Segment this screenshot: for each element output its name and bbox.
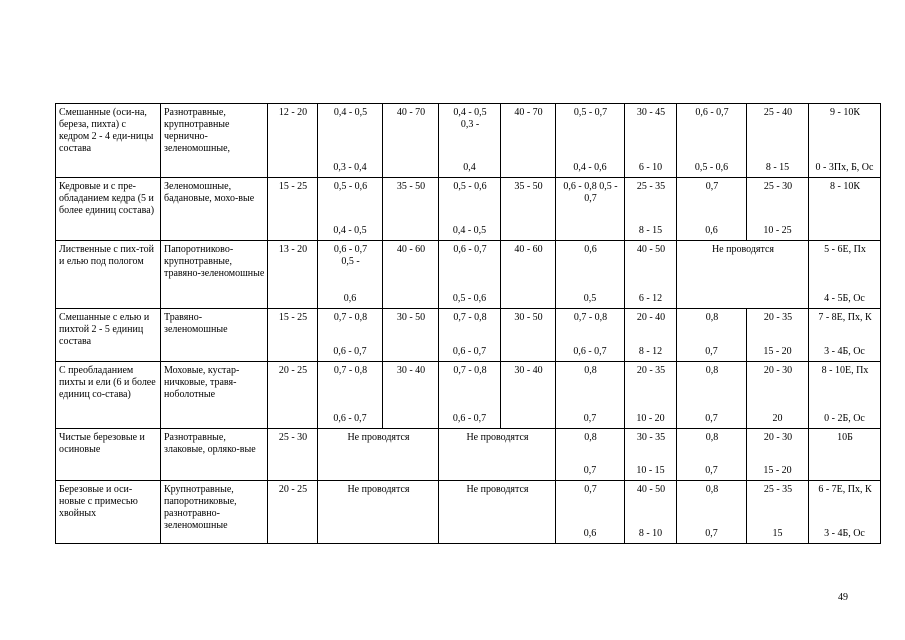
density-3-cell [556, 481, 625, 544]
density-3-cell-top: 0,8 [584, 432, 597, 443]
percent-4-cell-bottom: 15 - 20 [763, 465, 792, 476]
percent-3-cell-top: 20 - 35 [636, 365, 666, 376]
forestry-table [55, 103, 881, 544]
density-4-cell [677, 309, 747, 362]
percent-2-cell: 40 - 60 [501, 241, 556, 309]
forest-group-cell: Разнотравные, злаковые, орляко-вые [161, 429, 268, 481]
percent-3-cell-bottom: 8 - 15 [638, 225, 663, 236]
percent-4-cell [747, 481, 809, 544]
density-4-cell [677, 362, 747, 429]
percent-3-cell [625, 104, 677, 178]
composition-cell [809, 104, 881, 178]
forest-type-cell: С преобладанием пихты и ели (6 и более единиц со-става) [56, 362, 161, 429]
composition-cell [809, 241, 881, 309]
density-3-cell [556, 309, 625, 362]
density-1-cell-bottom: 0,3 - 0,4 [333, 162, 367, 173]
density-1-cell [318, 104, 383, 178]
percent-4-cell [747, 104, 809, 178]
not-performed-cell: Не проводятся [439, 429, 556, 481]
composition-cell-top: 9 - 10К [830, 107, 860, 118]
table-row [56, 362, 881, 429]
percent-4-cell-bottom: 15 - 20 [763, 346, 792, 357]
density-3-cell-top: 0,8 [584, 365, 597, 376]
density-3-cell-bottom: 0,7 [583, 465, 597, 476]
percent-3-cell-top: 25 - 35 [636, 181, 666, 192]
percent-3-cell [625, 309, 677, 362]
density-2-cell [439, 104, 501, 178]
density-4-cell [677, 429, 747, 481]
percent-4-cell-top: 25 - 35 [763, 484, 793, 495]
table-row [56, 481, 881, 544]
density-4-cell-bottom: 0,5 - 0,6 [694, 162, 729, 173]
age-range-cell: 25 - 30 [268, 429, 318, 481]
composition-cell [809, 429, 881, 481]
density-4-cell [677, 104, 747, 178]
density-2-cell-bottom: 0,6 - 0,7 [452, 346, 487, 357]
percent-4-cell-top: 20 - 30 [763, 432, 793, 443]
density-3-cell-top: 0,7 - 0,8 [573, 312, 608, 323]
percent-4-cell-top: 20 - 35 [763, 312, 793, 323]
density-3-cell-top: 0,7 [584, 484, 597, 495]
forest-group-cell: Травяно-зеленомошные [161, 309, 268, 362]
density-3-cell [556, 104, 625, 178]
percent-1-cell: 40 - 70 [383, 104, 439, 178]
forest-group-cell: Разнотравные, крупнотравные чернично-зеленомошные, [161, 104, 268, 178]
percent-3-cell [625, 429, 677, 481]
density-2-cell [439, 241, 501, 309]
forest-type-cell: Смешанные с елью и пихтой 2 - 5 единиц состава [56, 309, 161, 362]
density-1-cell-top: 0,5 - 0,6 [333, 181, 368, 192]
percent-3-cell [625, 178, 677, 241]
percent-4-cell-bottom: 15 [772, 528, 783, 539]
not-performed-cell: Не проводятся [439, 481, 556, 544]
percent-4-cell-bottom: 8 - 15 [765, 162, 790, 173]
density-1-cell-bottom: 0,6 - 0,7 [333, 346, 367, 357]
percent-4-cell-top: 25 - 40 [763, 107, 793, 118]
density-2-cell [439, 362, 501, 429]
age-range-cell: 20 - 25 [268, 481, 318, 544]
composition-cell [809, 481, 881, 544]
age-range-cell: 15 - 25 [268, 309, 318, 362]
density-3-cell [556, 429, 625, 481]
density-2-cell-top: 0,7 - 0,8 [453, 365, 487, 376]
percent-3-cell-bottom: 6 - 12 [638, 293, 663, 304]
forest-type-cell: Смешанные (оси-на, береза, пихта) с кедром 2 - 4 еди-ницы состава [56, 104, 161, 178]
density-2-cell-bottom: 0,4 - 0,5 [452, 225, 487, 236]
percent-4-cell [747, 429, 809, 481]
density-3-cell-bottom: 0,6 [583, 528, 597, 539]
percent-3-cell-top: 30 - 35 [636, 432, 666, 443]
composition-cell-top: 10Б [837, 432, 853, 443]
density-3-cell-bottom: 0,6 - 0,7 [573, 346, 607, 357]
page-number: 49 [838, 592, 848, 603]
density-2-cell-bottom: 0,6 - 0,7 [452, 413, 487, 424]
density-2-cell-bottom: 0,5 - 0,6 [452, 293, 487, 304]
density-3-cell [556, 241, 625, 309]
composition-cell [809, 309, 881, 362]
percent-4-cell-bottom: 20 [772, 413, 783, 424]
table-row [56, 241, 881, 309]
percent-1-cell: 30 - 40 [383, 362, 439, 429]
not-performed-cell: Не проводятся [318, 481, 439, 544]
age-range-cell: 12 - 20 [268, 104, 318, 178]
percent-1-cell: 30 - 50 [383, 309, 439, 362]
table-row [56, 429, 881, 481]
table-row [56, 309, 881, 362]
density-1-cell-top: 0,6 - 0,7 0,5 - [333, 244, 368, 267]
composition-cell-top: 5 - 6Е, Пх [824, 244, 866, 255]
percent-1-cell: 40 - 60 [383, 241, 439, 309]
density-4-cell-top: 0,6 - 0,7 [695, 107, 729, 118]
density-1-cell-bottom: 0,6 - 0,7 [333, 413, 367, 424]
not-performed-cell: Не проводятся [318, 429, 439, 481]
density-1-cell [318, 362, 383, 429]
table-row [56, 178, 881, 241]
density-1-cell-top: 0,7 - 0,8 [333, 365, 368, 376]
percent-2-cell: 30 - 40 [501, 362, 556, 429]
density-4-cell-top: 0,8 [705, 484, 719, 495]
composition-cell-bottom: 3 - 4Б, Ос [824, 346, 865, 357]
percent-4-cell-top: 20 - 30 [763, 365, 793, 376]
density-2-cell-top: 0,4 - 0,5 0,3 - [453, 107, 487, 130]
density-1-cell-bottom: 0,4 - 0,5 [333, 225, 367, 236]
composition-cell-bottom: 4 - 5Б, Ос [824, 293, 865, 304]
density-3-cell-bottom: 0,7 [583, 413, 597, 424]
age-range-cell: 15 - 25 [268, 178, 318, 241]
density-4-cell-top: 0,8 [705, 432, 719, 443]
not-performed-cell: Не проводятся [677, 241, 809, 309]
percent-2-cell: 30 - 50 [501, 309, 556, 362]
composition-cell [809, 178, 881, 241]
forest-group-cell: Папоротниково-крупнотравные, травяно-зеленомошные [161, 241, 268, 309]
percent-4-cell-bottom: 10 - 25 [763, 225, 792, 236]
composition-cell [809, 362, 881, 429]
percent-2-cell: 35 - 50 [501, 178, 556, 241]
density-4-cell-top: 0,7 [705, 181, 719, 192]
forest-type-cell: Кедровые и с пре-обладанием кедра (5 и более единиц состава) [56, 178, 161, 241]
density-4-cell [677, 178, 747, 241]
density-2-cell [439, 178, 501, 241]
percent-4-cell [747, 178, 809, 241]
table-row [56, 104, 881, 178]
percent-3-cell-bottom: 8 - 12 [638, 346, 663, 357]
density-4-cell-bottom: 0,7 [705, 413, 718, 424]
density-4-cell-bottom: 0,7 [705, 465, 718, 476]
density-4-cell [677, 481, 747, 544]
density-4-cell-bottom: 0,7 [705, 346, 718, 357]
percent-3-cell [625, 241, 677, 309]
percent-3-cell-top: 40 - 50 [636, 244, 666, 255]
percent-3-cell-bottom: 10 - 20 [636, 413, 665, 424]
composition-cell-bottom: 3 - 4Б, Ос [824, 528, 865, 539]
density-2-cell-bottom: 0,4 [463, 162, 476, 173]
composition-cell-top: 8 - 10К [830, 181, 860, 192]
density-3-cell-top: 0,6 [584, 244, 597, 255]
density-3-cell-bottom: 0,4 - 0,6 [573, 162, 607, 173]
composition-cell-top: 7 - 8Е, Пх, К [818, 312, 872, 323]
percent-4-cell-top: 25 - 30 [763, 181, 793, 192]
density-3-cell-top: 0,5 - 0,7 [573, 107, 608, 118]
forest-group-cell: Моховые, кустар-ничковые, травя-ноболотные [161, 362, 268, 429]
age-range-cell: 13 - 20 [268, 241, 318, 309]
density-4-cell-top: 0,8 [705, 365, 719, 376]
percent-1-cell: 35 - 50 [383, 178, 439, 241]
density-1-cell-top: 0,7 - 0,8 [333, 312, 368, 323]
density-2-cell-top: 0,6 - 0,7 [453, 244, 487, 255]
density-1-cell-bottom: 0,6 [343, 293, 357, 304]
density-1-cell [318, 178, 383, 241]
percent-3-cell-bottom: 6 - 10 [638, 162, 663, 173]
percent-3-cell-top: 20 - 40 [636, 312, 666, 323]
percent-3-cell-bottom: 10 - 15 [636, 465, 665, 476]
density-4-cell-bottom: 0,7 [705, 528, 718, 539]
percent-3-cell-bottom: 8 - 10 [638, 528, 663, 539]
percent-4-cell [747, 362, 809, 429]
composition-cell-bottom: 0 - 3Пх, Б, Ос [815, 162, 874, 173]
density-3-cell [556, 178, 625, 241]
density-3-cell-top: 0,6 - 0,8 0,5 - 0,7 [563, 181, 618, 204]
forest-group-cell: Зеленомошные, бадановые, мохо-вые [161, 178, 268, 241]
density-4-cell-top: 0,8 [705, 312, 719, 323]
age-range-cell: 20 - 25 [268, 362, 318, 429]
percent-3-cell-top: 40 - 50 [636, 484, 666, 495]
percent-2-cell: 40 - 70 [501, 104, 556, 178]
composition-cell-bottom: 0 - 2Б, Ос [824, 413, 865, 424]
forest-type-cell: Чистые березовые и осиновые [56, 429, 161, 481]
density-3-cell-bottom: 0,5 [583, 293, 597, 304]
forest-type-cell: Березовые и оси-новые с примесью хвойных [56, 481, 161, 544]
forest-type-cell: Лиственные с пих-той и елью под пологом [56, 241, 161, 309]
density-2-cell-top: 0,7 - 0,8 [453, 312, 487, 323]
table-body [56, 104, 881, 544]
percent-3-cell-top: 30 - 45 [636, 107, 666, 118]
density-1-cell [318, 309, 383, 362]
forest-group-cell: Крупнотравные, папоротниковые, разнотравно-зеленомошные [161, 481, 268, 544]
density-3-cell [556, 362, 625, 429]
percent-4-cell [747, 309, 809, 362]
percent-3-cell [625, 481, 677, 544]
composition-cell-top: 8 - 10Е, Пх [821, 365, 869, 376]
percent-3-cell [625, 362, 677, 429]
density-2-cell [439, 309, 501, 362]
density-2-cell-top: 0,5 - 0,6 [453, 181, 487, 192]
composition-cell-top: 6 - 7Е, Пх, К [818, 484, 872, 495]
density-1-cell-top: 0,4 - 0,5 [333, 107, 368, 118]
density-4-cell-bottom: 0,6 [705, 225, 718, 236]
density-1-cell [318, 241, 383, 309]
